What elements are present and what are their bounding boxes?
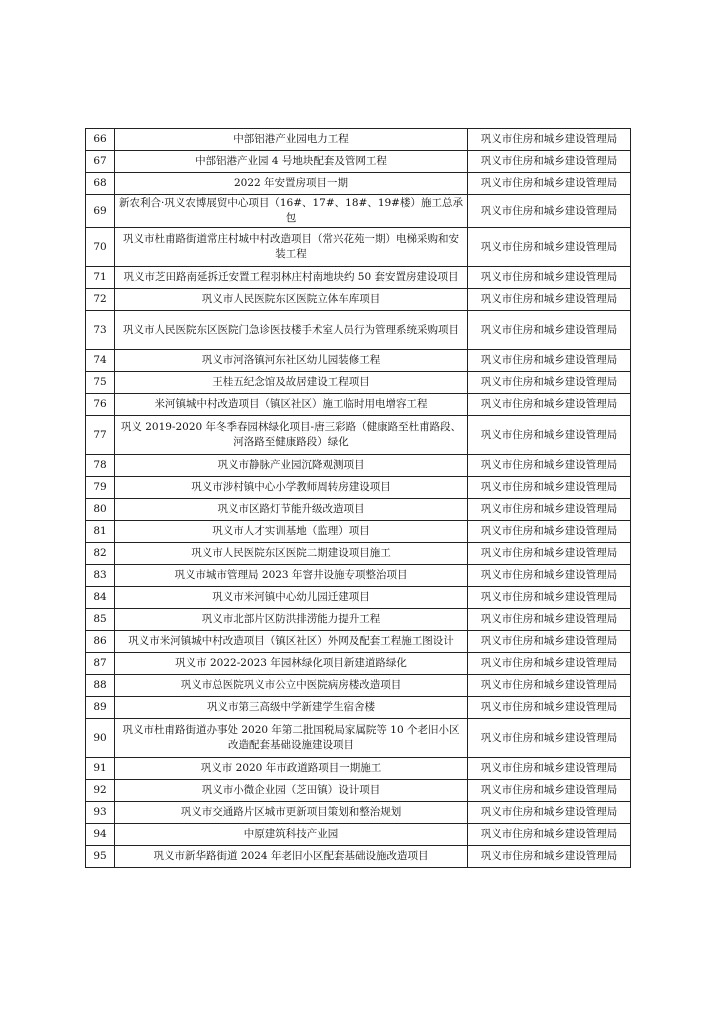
department-cell: 巩义市住房和城乡建设管理局	[468, 719, 631, 758]
table-row	[86, 195, 631, 228]
row-number-cell: 85	[86, 609, 115, 631]
table-row	[86, 289, 631, 311]
table-row	[86, 521, 631, 543]
row-number-cell: 81	[86, 521, 115, 543]
table-row	[86, 846, 631, 868]
project-name-cell: 中部铝港产业园电力工程	[115, 129, 468, 151]
row-number-cell: 95	[86, 846, 115, 868]
table-row	[86, 499, 631, 521]
row-number-cell: 90	[86, 719, 115, 758]
department-cell: 巩义市住房和城乡建设管理局	[468, 289, 631, 311]
row-number-cell: 69	[86, 195, 115, 228]
row-number-cell: 75	[86, 372, 115, 394]
row-number-cell: 91	[86, 758, 115, 780]
row-number-cell: 70	[86, 228, 115, 267]
row-number-cell: 76	[86, 394, 115, 416]
project-name-cell: 巩义市米河镇城中村改造项目（镇区社区）外网及配套工程施工图设计	[115, 631, 468, 653]
department-cell: 巩义市住房和城乡建设管理局	[468, 455, 631, 477]
department-cell: 巩义市住房和城乡建设管理局	[468, 311, 631, 350]
project-name-cell: 新农利合·巩义农博展贸中心项目（16#、17#、18#、19#楼）施工总承包	[115, 195, 468, 228]
project-name-cell: 巩义市小微企业园（芝田镇）设计项目	[115, 780, 468, 802]
table-row	[86, 675, 631, 697]
row-number-cell: 94	[86, 824, 115, 846]
row-number-cell: 82	[86, 543, 115, 565]
table-row	[86, 416, 631, 455]
project-name-cell: 巩义 2019-2020 年冬季春园林绿化项目-唐三彩路（健康路至杜甫路段、河洛路至健康路段）绿化	[115, 416, 468, 455]
row-number-cell: 93	[86, 802, 115, 824]
project-name-cell: 巩义市河洛镇河东社区幼儿园装修工程	[115, 350, 468, 372]
department-cell: 巩义市住房和城乡建设管理局	[468, 846, 631, 868]
project-name-cell: 巩义市城市管理局 2023 年窨井设施专项整治项目	[115, 565, 468, 587]
row-number-cell: 87	[86, 653, 115, 675]
project-name-cell: 巩义市人才实训基地（监理）项目	[115, 521, 468, 543]
row-number-cell: 88	[86, 675, 115, 697]
table-row	[86, 455, 631, 477]
table-row	[86, 129, 631, 151]
table-row	[86, 565, 631, 587]
row-number-cell: 92	[86, 780, 115, 802]
department-cell: 巩义市住房和城乡建设管理局	[468, 350, 631, 372]
project-name-cell: 巩义市新华路街道 2024 年老旧小区配套基础设施改造项目	[115, 846, 468, 868]
row-number-cell: 66	[86, 129, 115, 151]
table-row	[86, 631, 631, 653]
department-cell: 巩义市住房和城乡建设管理局	[468, 675, 631, 697]
department-cell: 巩义市住房和城乡建设管理局	[468, 609, 631, 631]
row-number-cell: 68	[86, 173, 115, 195]
project-name-cell: 巩义市区路灯节能升级改造项目	[115, 499, 468, 521]
row-number-cell: 78	[86, 455, 115, 477]
project-name-cell: 巩义市米河镇中心幼儿园迁建项目	[115, 587, 468, 609]
table-row	[86, 543, 631, 565]
table-row	[86, 394, 631, 416]
department-cell: 巩义市住房和城乡建设管理局	[468, 697, 631, 719]
project-name-cell: 巩义市杜甫路街道办事处 2020 年第二批国税局家属院等 10 个老旧小区改造配套基础设施建设项目	[115, 719, 468, 758]
project-name-cell: 巩义市人民医院东区医院二期建设项目施工	[115, 543, 468, 565]
table-row	[86, 267, 631, 289]
project-name-cell: 巩义市人民医院东区医院门急诊医技楼手术室人员行为管理系统采购项目	[115, 311, 468, 350]
row-number-cell: 86	[86, 631, 115, 653]
row-number-cell: 72	[86, 289, 115, 311]
project-name-cell: 巩义市北部片区防洪排涝能力提升工程	[115, 609, 468, 631]
project-name-cell: 中原建筑科技产业园	[115, 824, 468, 846]
department-cell: 巩义市住房和城乡建设管理局	[468, 653, 631, 675]
department-cell: 巩义市住房和城乡建设管理局	[468, 758, 631, 780]
project-name-cell: 巩义市静脉产业园沉降观测项目	[115, 455, 468, 477]
department-cell: 巩义市住房和城乡建设管理局	[468, 499, 631, 521]
row-number-cell: 80	[86, 499, 115, 521]
department-cell: 巩义市住房和城乡建设管理局	[468, 824, 631, 846]
department-cell: 巩义市住房和城乡建设管理局	[468, 780, 631, 802]
table-row	[86, 780, 631, 802]
table-row	[86, 587, 631, 609]
row-number-cell: 84	[86, 587, 115, 609]
table-row	[86, 653, 631, 675]
table-row	[86, 350, 631, 372]
row-number-cell: 67	[86, 151, 115, 173]
table-row	[86, 311, 631, 350]
row-number-cell: 77	[86, 416, 115, 455]
department-cell: 巩义市住房和城乡建设管理局	[468, 802, 631, 824]
project-name-cell: 巩义市 2022-2023 年园林绿化项目新建道路绿化	[115, 653, 468, 675]
project-name-cell: 巩义市 2020 年市政道路项目一期施工	[115, 758, 468, 780]
department-cell: 巩义市住房和城乡建设管理局	[468, 372, 631, 394]
department-cell: 巩义市住房和城乡建设管理局	[468, 151, 631, 173]
project-table-body	[86, 129, 631, 868]
department-cell: 巩义市住房和城乡建设管理局	[468, 173, 631, 195]
department-cell: 巩义市住房和城乡建设管理局	[468, 521, 631, 543]
department-cell: 巩义市住房和城乡建设管理局	[468, 228, 631, 267]
project-name-cell: 巩义市总医院巩义市公立中医院病房楼改造项目	[115, 675, 468, 697]
row-number-cell: 83	[86, 565, 115, 587]
department-cell: 巩义市住房和城乡建设管理局	[468, 565, 631, 587]
department-cell: 巩义市住房和城乡建设管理局	[468, 631, 631, 653]
row-number-cell: 73	[86, 311, 115, 350]
table-row	[86, 477, 631, 499]
project-table	[85, 128, 631, 868]
row-number-cell: 79	[86, 477, 115, 499]
project-name-cell: 米河镇城中村改造项目（镇区社区）施工临时用电增容工程	[115, 394, 468, 416]
row-number-cell: 74	[86, 350, 115, 372]
row-number-cell: 71	[86, 267, 115, 289]
department-cell: 巩义市住房和城乡建设管理局	[468, 195, 631, 228]
project-name-cell: 中部铝港产业园 4 号地块配套及管网工程	[115, 151, 468, 173]
project-name-cell: 2022 年安置房项目一期	[115, 173, 468, 195]
project-name-cell: 巩义市芝田路南延拆迁安置工程羽林庄村南地块约 50 套安置房建设项目	[115, 267, 468, 289]
table-row	[86, 719, 631, 758]
table-row	[86, 609, 631, 631]
department-cell: 巩义市住房和城乡建设管理局	[468, 587, 631, 609]
project-name-cell: 巩义市第三高级中学新建学生宿舍楼	[115, 697, 468, 719]
table-row	[86, 824, 631, 846]
department-cell: 巩义市住房和城乡建设管理局	[468, 543, 631, 565]
department-cell: 巩义市住房和城乡建设管理局	[468, 477, 631, 499]
table-row	[86, 372, 631, 394]
department-cell: 巩义市住房和城乡建设管理局	[468, 394, 631, 416]
project-name-cell: 巩义市交通路片区城市更新项目策划和整治规划	[115, 802, 468, 824]
department-cell: 巩义市住房和城乡建设管理局	[468, 267, 631, 289]
table-row	[86, 228, 631, 267]
table-row	[86, 151, 631, 173]
project-name-cell: 巩义市涉村镇中心小学教师周转房建设项目	[115, 477, 468, 499]
department-cell: 巩义市住房和城乡建设管理局	[468, 129, 631, 151]
table-row	[86, 802, 631, 824]
department-cell: 巩义市住房和城乡建设管理局	[468, 416, 631, 455]
row-number-cell: 89	[86, 697, 115, 719]
table-row	[86, 697, 631, 719]
project-name-cell: 王桂五纪念馆及故居建设工程项目	[115, 372, 468, 394]
project-name-cell: 巩义市人民医院东区医院立体车库项目	[115, 289, 468, 311]
project-name-cell: 巩义市杜甫路街道常庄村城中村改造项目（常兴花苑一期）电梯采购和安装工程	[115, 228, 468, 267]
table-row	[86, 173, 631, 195]
table-row	[86, 758, 631, 780]
